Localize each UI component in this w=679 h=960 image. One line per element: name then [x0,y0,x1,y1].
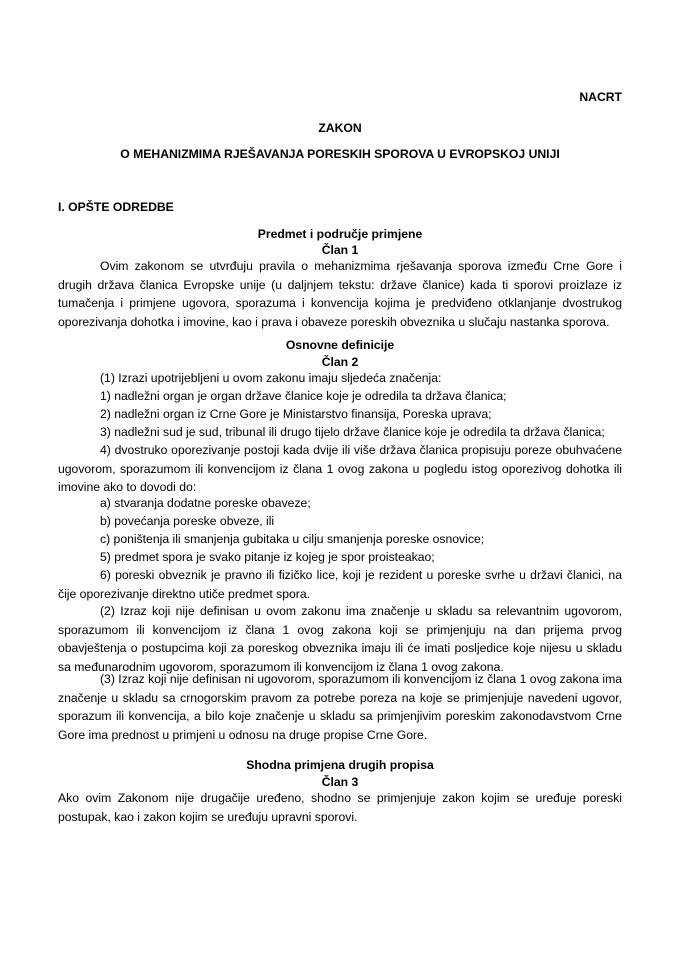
definition-item: 3) nadležni sud je sud, tribunal ili drugo tijelo države članice koje je odredila ta država članica; [100,425,605,439]
definition-item: 1) nadležni organ je organ države članice koje je odredila ta država članica; [100,389,507,403]
article-3-text: Ako ovim Zakonom nije drugačije uređeno, shodno se primjenjuje zakon kojim se uređuje poreski postupak, kao i zakon kojim se uređuju upravni sporovi. [58,791,622,824]
section-heading: I. OPŠTE ODREDBE [58,200,174,214]
article-3-subject: Shodna primjena drugih propisa [246,758,434,772]
definition-item: 6) poreski obveznik je pravno ili fizičko lice, koji je rezident u poreske svrhe u državi članici, na čije oporezivanje direktno utiče predmet spora. [58,568,622,601]
law-label: ZAKON [318,121,362,135]
article-1-number: Član 1 [321,243,359,257]
article-3-number: Član 3 [321,775,359,789]
definition-sub-item: c) poništenja ili smanjenja gubitaka u cilju smanjenja poreske osnovice; [100,532,485,546]
definition-item: 5) predmet spora je svako pitanje iz kojeg je spor proisteakao; [100,550,435,564]
article-2-number: Član 2 [321,355,359,369]
article-1-text: Ovim zakonom se utvrđuju pravila o mehanizmima rješavanja sporova između Crne Gore i drugih država članica Evropske unije (u daljnjem tekstu: države članice) kada ti sporovi proizlaze iz tumačenja i primjene ugovora, sporazuma i konvencija kojima je predviđeno otklanjanje dvostrukog oporezivanja dohotka i imovine, kao i prava i obaveze poreskih obveznika u slučaju nastanka sporova. [58,259,622,330]
article-2-para1-intro: (1) Izrazi upotrijebljeni u ovom zakonu imaju sljedeća značenja: [100,371,442,385]
definition-item: 4) dvostruko oporezivanje postoji kada dvije ili više država članica propisuju poreze obuhvaćene ugovorom, sporazumom ili konvencijom iz člana 1 ovog zakona u pogledu istog oporezivog dohotka ili imovine ako to dovodi do: [58,443,622,495]
draft-label: NACRT [579,90,622,104]
article-2-subject: Osnovne definicije [285,338,395,352]
article-2-para2: (2) Izraz koji nije definisan u ovom zakonu ima značenje u skladu sa relevantnim ugovorom, sporazumom ili konvencijom iz člana 1 ovog zakona koji se primjenjuju na dan prijema prvog obavještenja o postupcima koji za poreskog obveznika imaju ili će imati posljedice koje nijesu u skladu sa međunarodnim ugovorom, sporazumom ili konvencijom iz člana 1 ovog zakona. [58,604,622,675]
definition-sub-item: a) stvaranja dodatne poreske obaveze; [100,496,311,510]
law-title: O MEHANIZMIMA RJEŠAVANJA PORESKIH SPOROVA U EVROPSKOJ UNIJI [120,147,560,161]
definition-item: 2) nadležni organ iz Crne Gore je Ministarstvo finansija, Poreska uprava; [100,407,492,421]
definition-sub-item: b) povećanja poreske obveze, ili [100,514,275,528]
article-2-para3: (3) Izraz koji nije definisan ni ugovorom, sporazumom ili konvencijom iz člana 1 ovog zakona ima značenje u skladu sa crnogorskim pravom za potrebe poreza na koje se primjenjuje navedeni ugovor, sporazum ili konvencija, a bilo koje značenje u skladu sa primjenjivim poreskim zakonodavstvom Crne Gore ima prednost u primjeni u odnosu na druge propise Crne Gore. [58,672,622,743]
article-1-subject: Predmet i područje primjene [257,227,423,241]
